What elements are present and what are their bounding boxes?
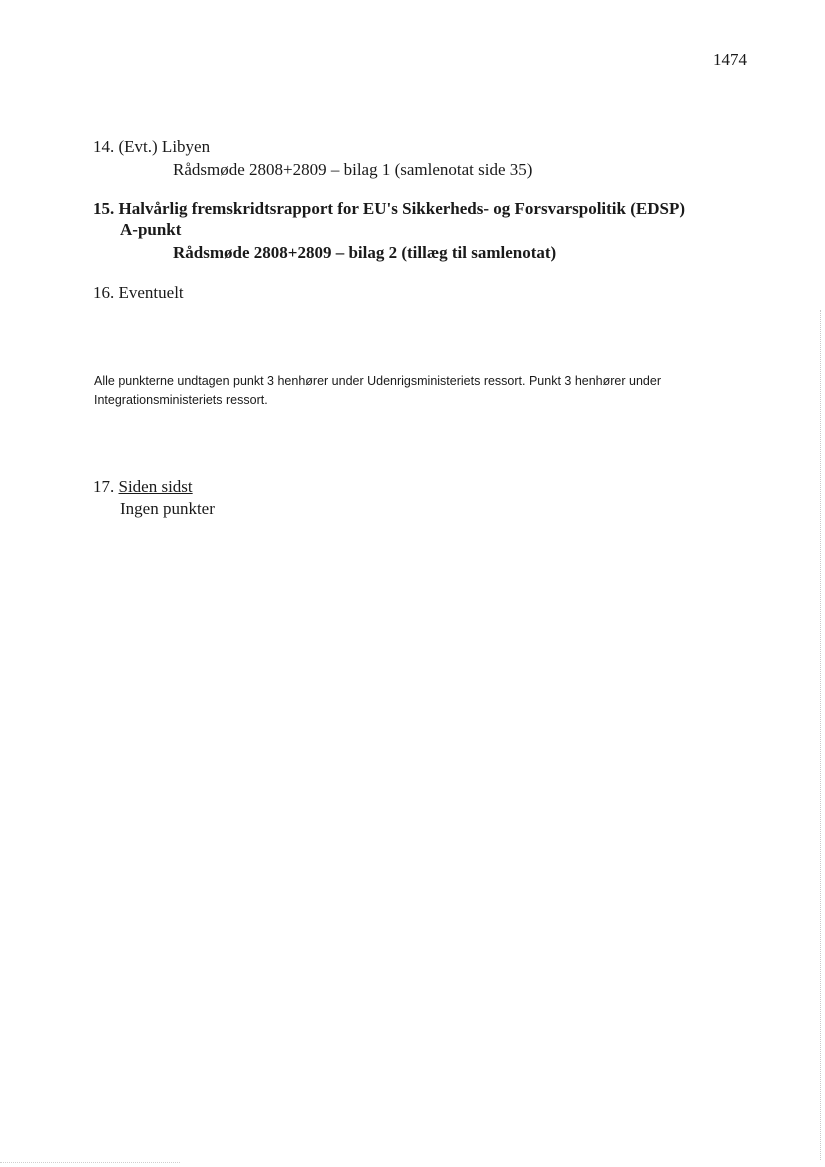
- scan-edge-artifact: [819, 310, 821, 1160]
- agenda-item-14-title: 14. (Evt.) Libyen: [93, 137, 211, 156]
- agenda-item-17-body: Ingen punkter: [120, 499, 215, 518]
- scan-bottom-artifact: [0, 1161, 180, 1163]
- agenda-item-17-title: [93, 477, 193, 497]
- agenda-item-15-subtitle: A-punkt: [120, 220, 182, 239]
- agenda-item-17-number: 17.: [93, 477, 115, 496]
- page-number: 1474: [713, 50, 747, 69]
- agenda-item-15-title: 15. Halvårlig fremskridtsrapport for EU's Sikkerheds- og Forsvarspolitik (EDSP): [93, 199, 686, 218]
- agenda-item-16-title: 16. Eventuelt: [93, 283, 184, 302]
- agenda-item-14-reference: Rådsmøde 2808+2809 – bilag 1 (samlenotat side 35): [173, 160, 533, 179]
- ressort-note: Alle punkterne undtagen punkt 3 henhører under Udenrigsministeriets ressort. Punkt 3 henhører under Integrationsministeriets ressort.: [94, 374, 661, 407]
- agenda-item-17-heading: Siden sidst: [118, 477, 193, 496]
- agenda-item-15-reference: Rådsmøde 2808+2809 – bilag 2 (tillæg til samlenotat): [173, 243, 557, 262]
